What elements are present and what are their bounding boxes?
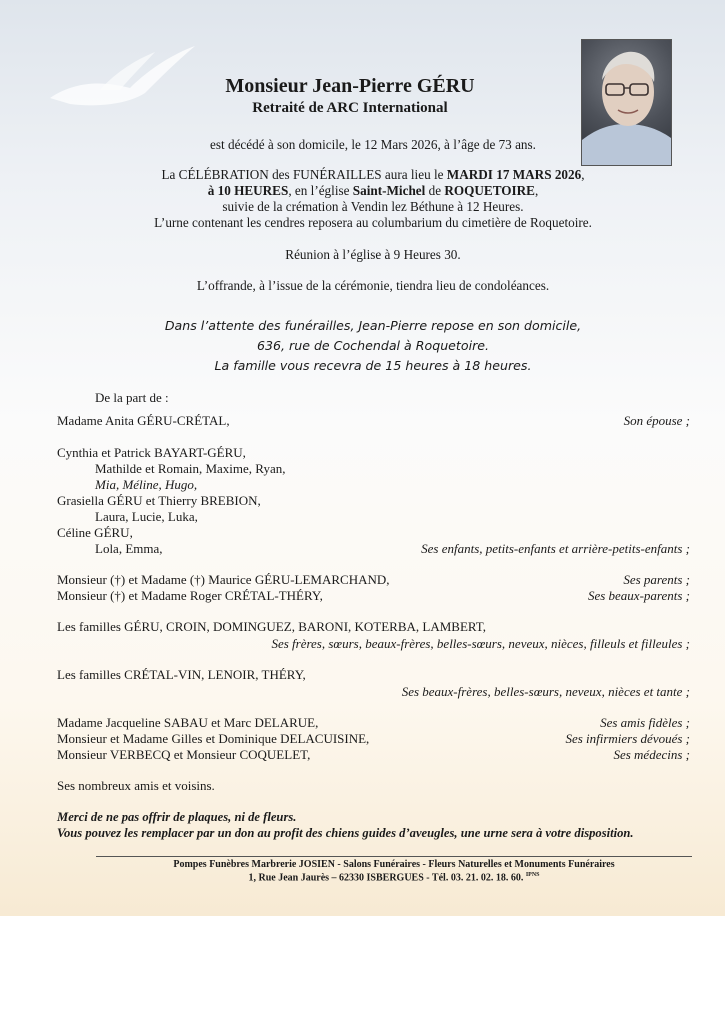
ceremony-line-3: suivie de la crémation à Vendin lez Béthune à 12 Heures. bbox=[222, 199, 524, 214]
nurses-name: Monsieur et Madame Gilles et Dominique DELACUISINE, bbox=[57, 731, 370, 746]
child-3: Céline GÉRU, bbox=[57, 525, 133, 540]
funeral-home-address: 1, Rue Jean Jaurès – 62330 ISBERGUES - Tél. 03. 21. 02. 18. 60. bbox=[248, 872, 524, 884]
spouse-name: Madame Anita GÉRU-CRÉTAL, bbox=[57, 413, 230, 428]
funeral-home-line-1: Pompes Funèbres Marbrerie JOSIEN - Salons Funéraires - Fleurs Naturelles et Monuments Funéraires bbox=[173, 859, 615, 870]
donation-notice: Vous pouvez les remplacer par un don au profit des chiens guides d’aveugles, une urne sera à votre disposition. bbox=[57, 826, 634, 840]
footer-divider bbox=[96, 856, 692, 857]
families-geru-role: Ses frères, sœurs, beaux-frères, belles-sœurs, neveux, nièces, filleuls et filleules ; bbox=[271, 636, 690, 651]
grandchildren-3: Lola, Emma, bbox=[95, 541, 163, 556]
child-2: Grasiella GÉRU et Thierry BREBION, bbox=[57, 493, 261, 508]
ceremony-line-4: L’urne contenant les cendres reposera au columbarium du cimetière de Roquetoire. bbox=[154, 215, 592, 230]
inlaws-name: Monsieur (†) et Madame Roger CRÉTAL-THÉRY, bbox=[57, 588, 323, 603]
grandchildren-2: Laura, Lucie, Luka, bbox=[95, 509, 198, 524]
death-notice: est décédé à son domicile, le 12 Mars 2026, à l’âge de 73 ans. bbox=[210, 137, 536, 152]
families-cretal: Les familles CRÉTAL-VIN, LENOIR, THÉRY, bbox=[57, 667, 306, 682]
deceased-name: Monsieur Jean-Pierre GÉRU bbox=[225, 75, 475, 97]
meeting-notice: Réunion à l’église à 9 Heures 30. bbox=[285, 247, 461, 262]
parents-role: Ses parents ; bbox=[623, 572, 690, 587]
ceremony-date: MARDI 17 MARS 2026 bbox=[446, 167, 582, 182]
family-intro: De la part de : bbox=[95, 390, 169, 405]
ceremony-time: à 10 HEURES bbox=[207, 183, 289, 198]
offering-notice: L’offrande, à l’issue de la cérémonie, tiendra lieu de condoléances. bbox=[196, 278, 550, 293]
ceremony-text: , bbox=[534, 183, 539, 198]
rest-line-3: La famille vous recevra de 15 heures à 18 heures. bbox=[214, 358, 532, 373]
inlaws-role: Ses beaux-parents ; bbox=[587, 588, 690, 603]
ceremony-line-1 bbox=[80, 167, 666, 183]
ceremony-line-2 bbox=[80, 183, 666, 199]
families-cretal-role: Ses beaux-frères, belles-sœurs, neveux, nièces et tante ; bbox=[401, 684, 690, 699]
friends-role: Ses amis fidèles ; bbox=[600, 715, 690, 730]
ipns-mark: IPNS bbox=[525, 872, 540, 878]
ceremony-text: La CÉLÉBRATION des FUNÉRAILLES aura lieu le bbox=[161, 167, 447, 182]
nurses-role: Ses infirmiers dévoués ; bbox=[565, 731, 690, 746]
spouse-role: Son épouse ; bbox=[623, 413, 690, 428]
children-role: Ses enfants, petits-enfants et arrière-petits-enfants ; bbox=[421, 541, 690, 556]
parents-name: Monsieur (†) et Madame (†) Maurice GÉRU-LEMARCHAND, bbox=[57, 572, 390, 587]
families-geru: Les familles GÉRU, CROIN, DOMINGUEZ, BARONI, KOTERBA, LAMBERT, bbox=[57, 619, 487, 634]
ceremony-text: , bbox=[581, 167, 585, 182]
friends-neighbors: Ses nombreux amis et voisins. bbox=[57, 778, 215, 793]
deceased-occupation: Retraité de ARC International bbox=[252, 100, 448, 116]
grandchildren-1a: Mathilde et Romain, Maxime, Ryan, bbox=[95, 461, 286, 476]
rest-line-1: Dans l’attente des funérailles, Jean-Pierre repose en son domicile, bbox=[164, 318, 582, 333]
church-town: ROQUETOIRE bbox=[444, 183, 535, 198]
friends-name: Madame Jacqueline SABAU et Marc DELARUE, bbox=[57, 715, 319, 730]
no-flowers-notice: Merci de ne pas offrir de plaques, ni de fleurs. bbox=[57, 810, 297, 824]
ceremony-text: , en l’église bbox=[288, 183, 353, 198]
rest-line-2: 636, rue de Cochendal à Roquetoire. bbox=[256, 338, 490, 353]
ceremony-text: de bbox=[425, 183, 445, 198]
funeral-home-line-2 bbox=[96, 872, 692, 883]
grandchildren-1b: Mia, Méline, Hugo, bbox=[95, 477, 198, 492]
child-1: Cynthia et Patrick BAYART-GÉRU, bbox=[57, 445, 246, 460]
doctors-name: Monsieur VERBECQ et Monsieur COQUELET, bbox=[57, 747, 311, 762]
church-name: Saint-Michel bbox=[352, 183, 426, 198]
doctors-role: Ses médecins ; bbox=[613, 747, 690, 762]
